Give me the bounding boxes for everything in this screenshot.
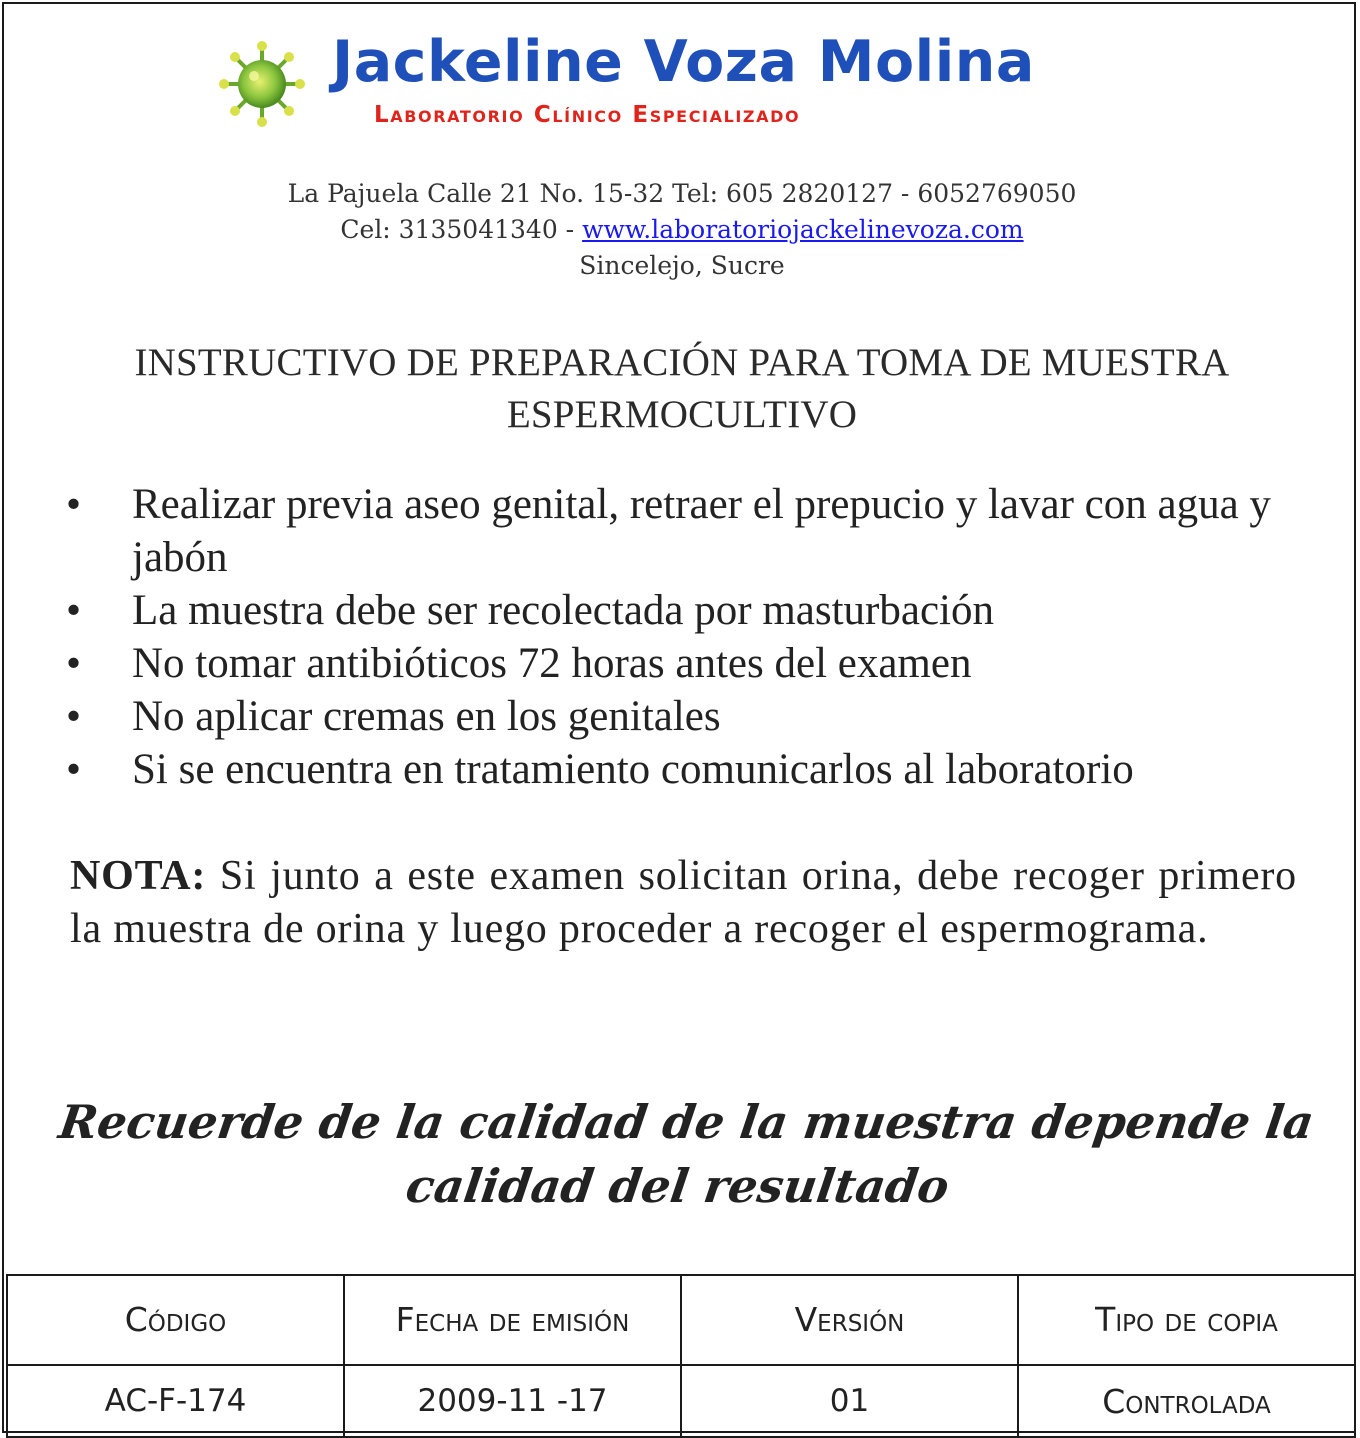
instruction-list <box>66 478 1306 796</box>
value-fecha-emision: 2009-11 -17 <box>344 1365 681 1437</box>
bullet-icon: • <box>66 746 82 793</box>
instruction-text: No aplicar cremas en los genitales <box>132 693 721 740</box>
title-line-1: INSTRUCTIVO DE PREPARACIÓN PARA TOMA DE MUESTRA <box>134 341 1230 384</box>
instruction-text: No tomar antibióticos 72 horas antes del examen <box>132 640 972 687</box>
header-version: Versión <box>681 1275 1018 1365</box>
document-page <box>2 2 1356 1433</box>
instruction-text: Si se encuentra en tratamiento comunicarlos al laboratorio <box>132 746 1134 793</box>
bullet-icon: • <box>66 481 82 528</box>
table-row <box>7 1365 1355 1437</box>
brand-header <box>204 22 1124 152</box>
header-tipo-copia: Tipo de copia <box>1018 1275 1355 1365</box>
contact-address <box>4 176 1360 284</box>
bullet-icon: • <box>66 640 82 687</box>
table-header-row <box>7 1275 1355 1365</box>
list-item <box>66 743 1306 796</box>
instruction-text: Realizar previa aseo genital, retraer el prepucio y lavar con agua y jabón <box>132 481 1271 581</box>
value-tipo-copia: Controlada <box>1018 1365 1355 1437</box>
address-line: La Pajuela Calle 21 No. 15-32 Tel: 605 2820127 - 6052769050 <box>287 179 1077 208</box>
list-item <box>66 637 1306 690</box>
quality-motto: Recuerde de la calidad de la muestra depende la calidad del resultado <box>55 1095 1318 1213</box>
note-label: NOTA: <box>70 853 207 899</box>
document-control-table <box>6 1274 1356 1438</box>
brand-name: Jackeline Voza Molina <box>332 29 1035 95</box>
website-link[interactable]: www.laboratoriojackelinevoza.com <box>582 215 1024 244</box>
note-paragraph <box>70 850 1297 956</box>
header-fecha-emision: Fecha de emisión <box>344 1275 681 1365</box>
cell-phone: Cel: 3135041340 - <box>340 215 583 244</box>
header-codigo: Código <box>7 1275 344 1365</box>
document-title <box>4 337 1360 441</box>
title-line-2: ESPERMOCULTIVO <box>506 393 858 436</box>
bullet-icon: • <box>66 587 82 634</box>
city-line: Sincelejo, Sucre <box>579 251 785 280</box>
virus-logo-icon <box>210 22 318 140</box>
note-text: Si junto a este examen solicitan orina, debe recoger primero la muestra de orina y luego proceder a recoger el espermograma. <box>70 853 1297 952</box>
phone-website-line <box>4 212 1360 248</box>
list-item <box>66 478 1306 584</box>
brand-subtitle: Laboratorio Clínico Especializado <box>374 102 801 128</box>
list-item <box>66 584 1306 637</box>
instruction-text: La muestra debe ser recolectada por masturbación <box>132 587 994 634</box>
value-codigo: AC-F-174 <box>7 1365 344 1437</box>
value-version: 01 <box>681 1365 1018 1437</box>
bullet-icon: • <box>66 693 82 740</box>
list-item <box>66 690 1306 743</box>
